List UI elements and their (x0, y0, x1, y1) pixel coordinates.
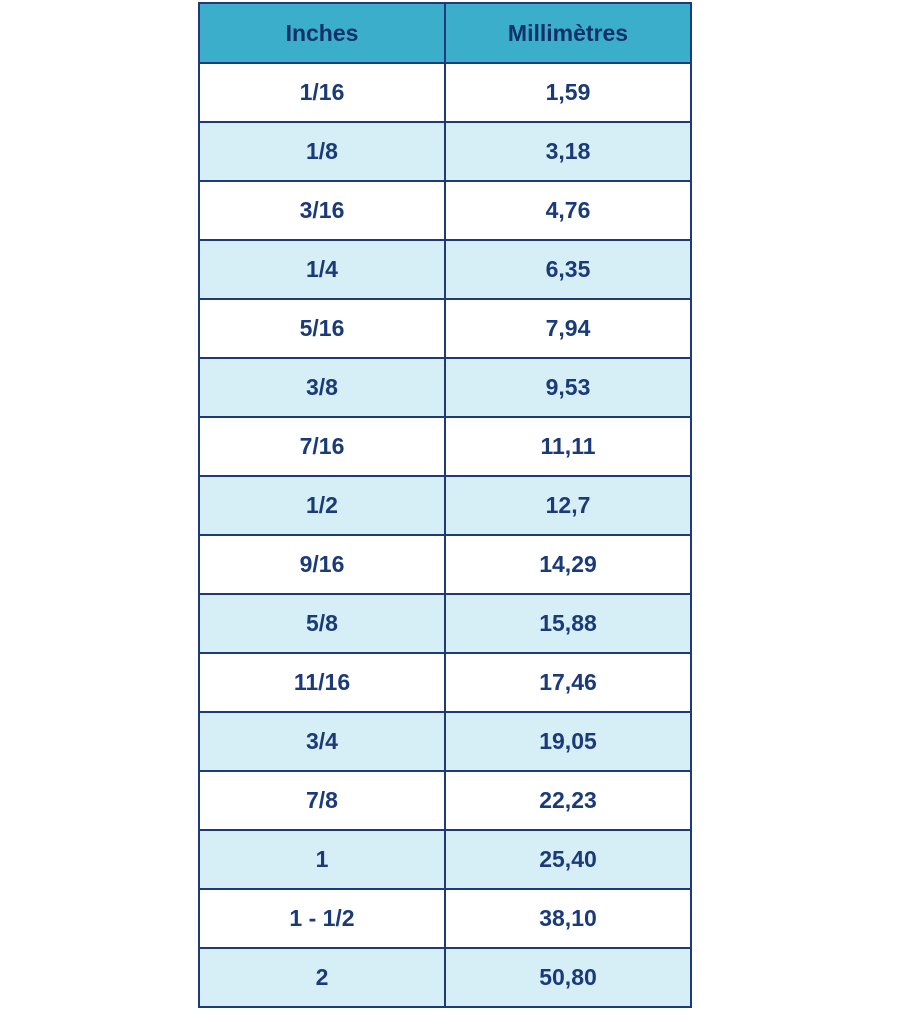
table-row (199, 535, 691, 594)
cell-millimetres: 3,18 (445, 122, 691, 181)
table-row (199, 771, 691, 830)
column-header-millimetres: Millimètres (445, 3, 691, 63)
cell-inches: 5/16 (199, 299, 445, 358)
cell-inches: 1/16 (199, 63, 445, 122)
cell-millimetres: 50,80 (445, 948, 691, 1007)
cell-inches: 1 - 1/2 (199, 889, 445, 948)
table-row (199, 299, 691, 358)
cell-millimetres: 17,46 (445, 653, 691, 712)
cell-millimetres: 11,11 (445, 417, 691, 476)
table-row (199, 653, 691, 712)
table-row (199, 122, 691, 181)
table-header-row (199, 3, 691, 63)
column-header-inches: Inches (199, 3, 445, 63)
cell-millimetres: 38,10 (445, 889, 691, 948)
table-body (199, 63, 691, 1007)
table-header (199, 3, 691, 63)
cell-inches: 5/8 (199, 594, 445, 653)
cell-millimetres: 12,7 (445, 476, 691, 535)
cell-inches: 3/8 (199, 358, 445, 417)
table-row (199, 830, 691, 889)
table-row (199, 476, 691, 535)
table-row (199, 358, 691, 417)
cell-inches: 1/2 (199, 476, 445, 535)
cell-inches: 11/16 (199, 653, 445, 712)
cell-millimetres: 6,35 (445, 240, 691, 299)
table-row (199, 889, 691, 948)
cell-millimetres: 25,40 (445, 830, 691, 889)
cell-millimetres: 19,05 (445, 712, 691, 771)
cell-millimetres: 14,29 (445, 535, 691, 594)
table-row (199, 712, 691, 771)
cell-inches: 2 (199, 948, 445, 1007)
table-row (199, 417, 691, 476)
cell-inches: 3/4 (199, 712, 445, 771)
cell-millimetres: 4,76 (445, 181, 691, 240)
cell-inches: 7/16 (199, 417, 445, 476)
cell-millimetres: 1,59 (445, 63, 691, 122)
cell-millimetres: 7,94 (445, 299, 691, 358)
cell-inches: 1/8 (199, 122, 445, 181)
cell-inches: 3/16 (199, 181, 445, 240)
cell-inches: 1/4 (199, 240, 445, 299)
cell-millimetres: 22,23 (445, 771, 691, 830)
cell-inches: 1 (199, 830, 445, 889)
cell-inches: 9/16 (199, 535, 445, 594)
table-row (199, 181, 691, 240)
cell-millimetres: 15,88 (445, 594, 691, 653)
cell-millimetres: 9,53 (445, 358, 691, 417)
inches-to-millimeters-table (198, 2, 692, 1008)
cell-inches: 7/8 (199, 771, 445, 830)
table-row (199, 240, 691, 299)
table-row (199, 948, 691, 1007)
table-row (199, 63, 691, 122)
table-row (199, 594, 691, 653)
